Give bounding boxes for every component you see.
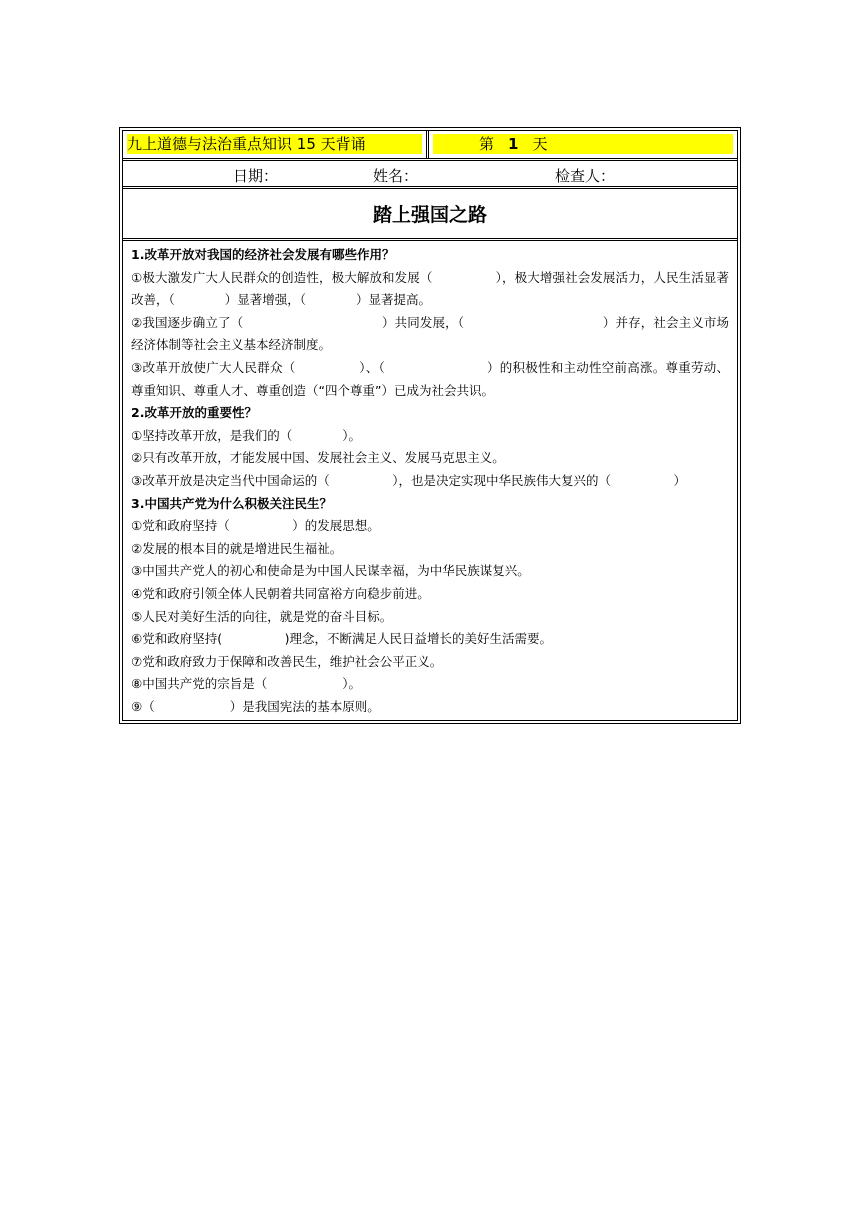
answer-line: ⑦党和政府致力于保障和改善民生，维护社会公平正义。 <box>131 653 443 669</box>
header-title-cell <box>123 131 429 158</box>
answer-line: ②只有改革开放，才能发展中国、发展社会主义、发展马克思主义。 <box>131 450 505 466</box>
question-heading: 3.中国共产党为什么积极关注民生？ <box>131 495 332 511</box>
answer-line: ②发展的根本目的就是增进民生福祉。 <box>131 540 343 556</box>
lesson-title: 踏上强国之路 <box>372 204 487 226</box>
answer-line: ③中国共产党人的初心和使命是为中国人民谋幸福，为中华民族谋复兴。 <box>131 563 530 579</box>
day-number: 1 <box>508 135 519 153</box>
worksheet-table <box>119 127 741 724</box>
answer-line: ③改革开放是决定当代中国命运的（ ），也是决定实现中华民族伟大复兴的（ ） <box>131 472 686 488</box>
header-day-cell <box>429 131 737 158</box>
name-label: 姓名： <box>373 167 419 185</box>
answer-line: ④党和政府引领全体人民朝着共同富裕方向稳步前进。 <box>131 585 430 601</box>
question-heading: 1.改革开放对我国的经济社会发展有哪些作用？ <box>131 247 395 262</box>
answer-line: ③改革开放使广大人民群众（ ）、（ ）的积极性和主动性空前高涨。尊重劳动、尊重知识、尊重人才、尊重创造（“四个尊重”）已成为社会共识。 <box>131 359 729 398</box>
answer-line: ②我国逐步确立了（ ）共同发展，（ ）并存，社会主义市场经济体制等社会主义基本经济制度。 <box>131 314 729 353</box>
answer-line: ⑨（ ）是我国宪法的基本原则。 <box>131 698 380 714</box>
answer-line: ①坚持改革开放，是我们的（ ）。 <box>131 427 361 443</box>
content-body <box>123 241 737 720</box>
answer-line: ①党和政府坚持（ ）的发展思想。 <box>131 518 380 534</box>
info-row <box>123 161 737 189</box>
header-row <box>123 131 737 161</box>
lesson-title-row <box>123 189 737 241</box>
day-prefix: 第 <box>479 135 495 153</box>
day-suffix: 天 <box>532 135 548 153</box>
question-heading: 2.改革开放的重要性？ <box>131 405 257 421</box>
date-label: 日期： <box>233 167 279 185</box>
worksheet-title: 九上道德与法治重点知识 15 天背诵 <box>127 134 422 154</box>
answer-line: ⑧中国共产党的宗旨是（ ）。 <box>131 676 361 692</box>
answer-line: ⑥党和政府坚持( )理念，不断满足人民日益增长的美好生活需要。 <box>131 631 552 647</box>
answer-line: ⑤人民对美好生活的向往，就是党的奋斗目标。 <box>131 608 393 624</box>
checker-label: 检查人： <box>555 167 616 185</box>
answer-line: ①极大激发广大人民群众的创造性，极大解放和发展（ ），极大增强社会发展活力，人民生活显著改善，（ ）显著增强，（ ）显著提高。 <box>131 269 729 308</box>
worksheet <box>119 127 741 724</box>
day-indicator <box>433 134 733 154</box>
